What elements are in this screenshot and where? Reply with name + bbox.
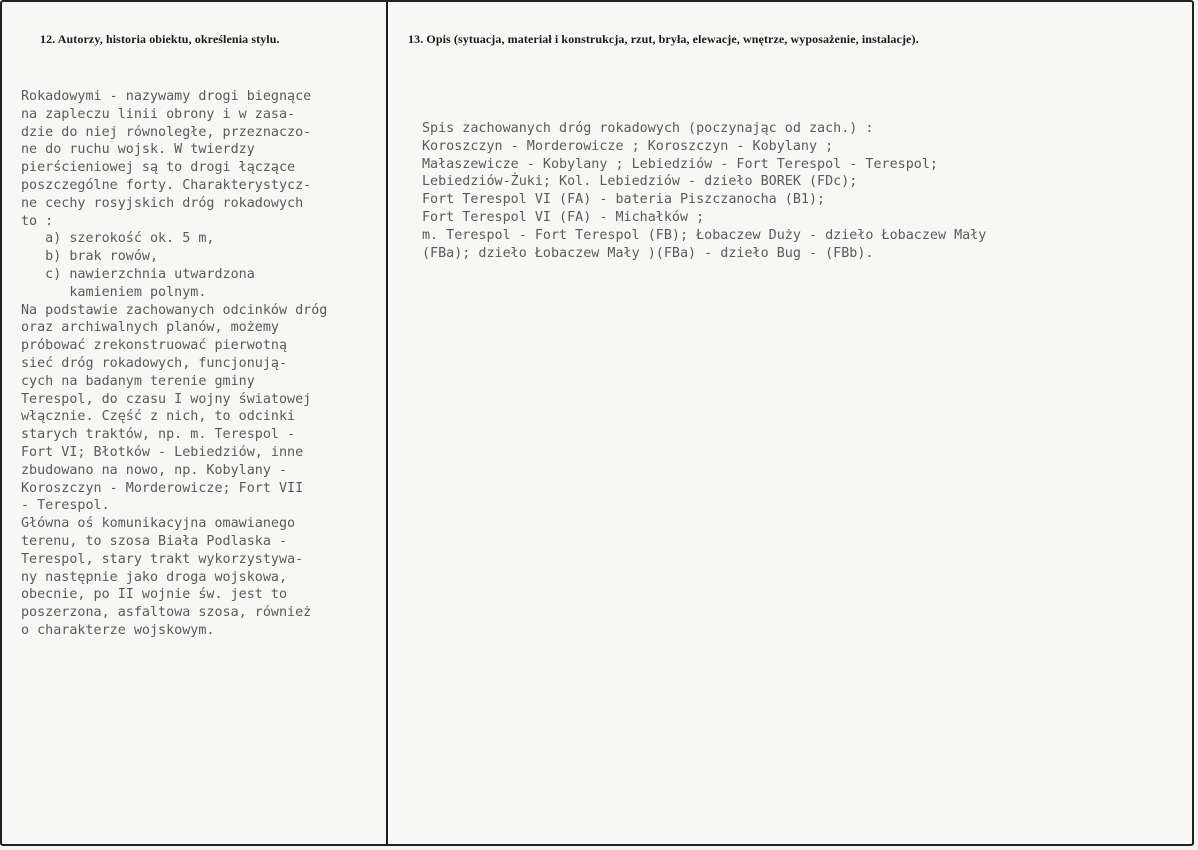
column-divider [386, 2, 388, 844]
text-line: Na podstawie zachowanych odcinków dróg [21, 302, 328, 318]
text-line: Rokadowymi - nazywamy drogi biegnące [21, 89, 312, 104]
text-line: dzie do niej równoległe, przeznaczo- [21, 124, 312, 140]
text-line: Spis zachowanych dróg rokadowych (poczynając od zach.) : [422, 121, 874, 136]
text-line: - Terespol. [21, 498, 110, 514]
text-line: o charakterze wojskowym. [21, 622, 215, 638]
section-12-header: 12. Autorzy, historia obiektu, określenia stylu. [40, 32, 280, 46]
text-line: ne cechy rosyjskich dróg rokadowych [21, 195, 304, 211]
text-line: terenu, to szosa Biała Podlaska - [21, 533, 288, 549]
text-line: c) nawierzchnia utwardzona [21, 266, 255, 282]
text-line: to : [21, 213, 54, 229]
text-line: oraz archiwalnych planów, możemy [21, 320, 279, 336]
text-line: Koroszczyn - Morderowicze; Fort VII [21, 480, 304, 496]
text-line: b) brak rowów, [21, 249, 159, 265]
section-12-text [21, 88, 385, 640]
text-line: Koroszczyn - Morderowicze ; Koroszczyn - Kobylany ; [422, 138, 834, 154]
section-13-text [422, 120, 1182, 262]
text-line: obecnie, po II wojnie św. jest to [21, 587, 288, 603]
text-line: a) szerokość ok. 5 m, [21, 231, 215, 247]
text-line: Terespol, do czasu I wojny światowej [21, 391, 312, 407]
text-line: poszerzona, asfaltowa szosa, również [21, 605, 312, 621]
text-line: kamieniem polnym. [21, 284, 207, 300]
text-line: Fort Terespol VI (FA) - bateria Piszczanocha (B1); [422, 192, 826, 208]
text-line: sieć dróg rokadowych, funcjonują- [21, 355, 288, 371]
text-line: poszczególne forty. Charakterystycz- [21, 177, 312, 193]
text-line: ny następnie jako droga wojskowa, [21, 569, 288, 585]
text-line: Terespol, stary trakt wykorzystywa- [21, 551, 304, 567]
text-line: Małaszewicze - Kobylany ; Lebiedziów - Fort Terespol - Terespol; [422, 156, 938, 172]
text-line: Fort VI; Błotków - Lebiedziów, inne [21, 444, 304, 460]
text-line: Fort Terespol VI (FA) - Michałków ; [422, 209, 705, 225]
text-line: włącznie. Część z nich, to odcinki [21, 409, 296, 425]
text-line: na zapleczu linii obrony i w zasa- [21, 106, 296, 122]
text-line: starych traktów, np. m. Terespol - [21, 427, 296, 443]
text-line: (FBa); dzieło Łobaczew Mały )(FBa) - dzieło Bug - (FBb). [422, 245, 874, 261]
section-13-header: 13. Opis (sytuacja, materiał i konstrukcja, rzut, bryła, elewacje, wnętrze, wyposażenie, instalacje). [408, 32, 919, 46]
text-line: pierścieniowej są to drogi łączące [21, 160, 296, 176]
text-line: próbować zrekonstruować pierwotną [21, 338, 288, 354]
text-line: ne do ruchu wojsk. W twierdzy [21, 142, 255, 158]
text-line: Główna oś komunikacyjna omawianego [21, 516, 296, 532]
text-line: cych na badanym terenie gminy [21, 373, 255, 389]
text-line: m. Terespol - Fort Terespol (FB); Łobaczew Duży - dzieło Łobaczew Mały [422, 227, 987, 243]
text-line: zbudowano na nowo, np. Kobylany - [21, 462, 288, 478]
text-line: Lebiedziów-Żuki; Kol. Lebiedziów - dzieło BOREK (FDc); [422, 174, 858, 190]
